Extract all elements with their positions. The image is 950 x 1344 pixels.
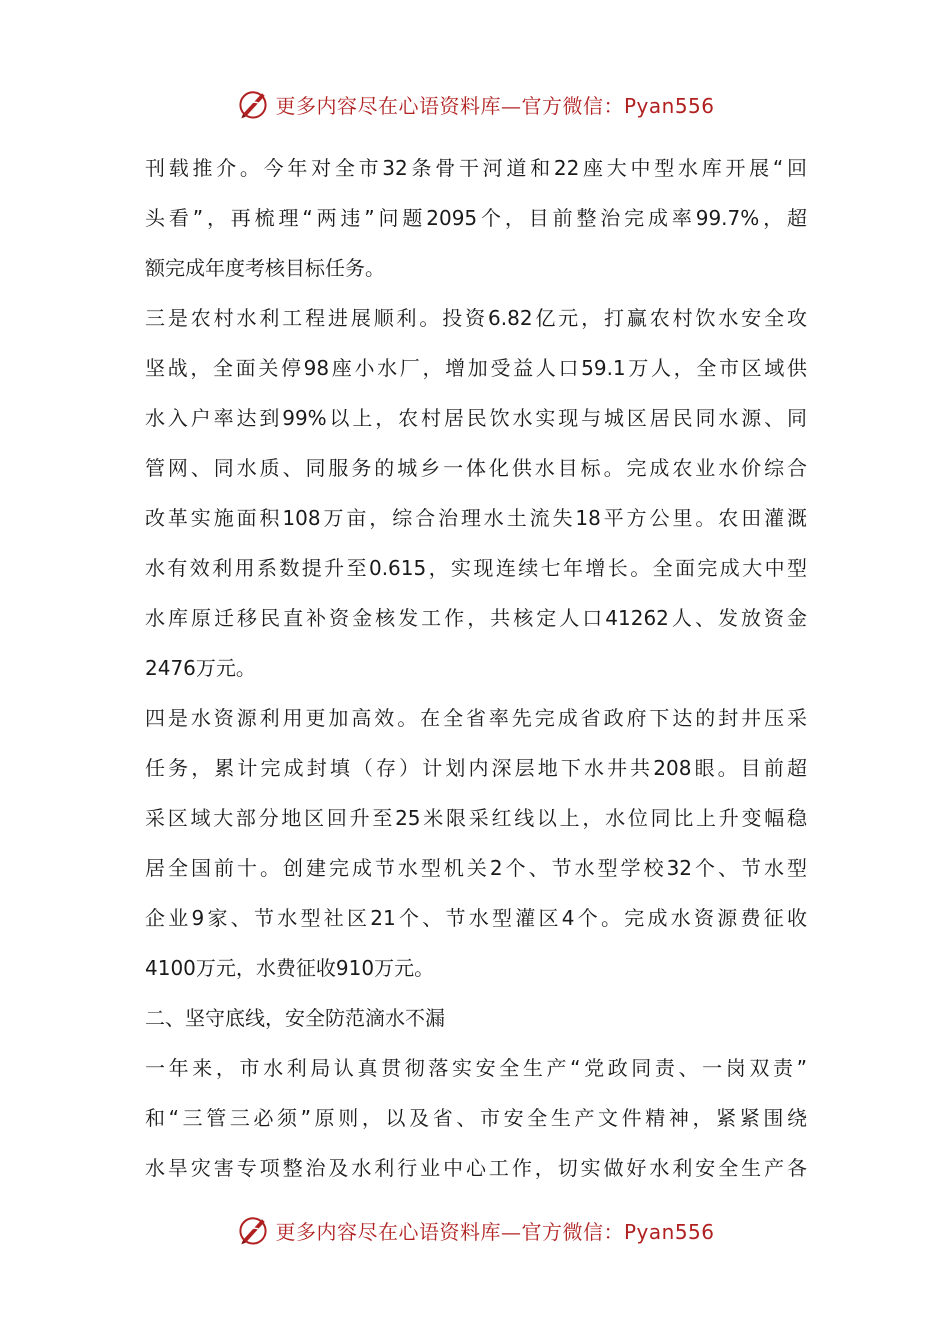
text-line: 二、坚守底线，安全防范滴水不漏 [145, 1006, 445, 1030]
text-line: 企业9家、节水型社区21个、节水型灌区4个。完成水资源费征收 [145, 906, 807, 930]
text-line: 坚战，全面关停98座小水厂，增加受益人口59.1万人，全市区域供 [145, 356, 807, 380]
text-line: 水旱灾害专项整治及水利行业中心工作，切实做好水利安全生产各 [145, 1156, 807, 1180]
watermark-text: 更多内容尽在心语资料库—官方微信：Pyan556 [275, 1219, 715, 1244]
watermark-text: 更多内容尽在心语资料库—官方微信：Pyan556 [275, 93, 715, 118]
pen-logo-icon [235, 1212, 271, 1248]
text-line: 水库原迁移民直补资金核发工作，共核定人口41262人、发放资金 [145, 606, 807, 630]
pen-logo-icon [235, 86, 271, 122]
text-line: 改革实施面积108万亩，综合治理水土流失18平方公里。农田灌溉 [145, 506, 807, 530]
text-line: 管网、同水质、同服务的城乡一体化供水目标。完成农业水价综合 [145, 456, 807, 480]
document-body [145, 143, 807, 1193]
text-line: 水有效利用系数提升至0.615，实现连续七年增长。全面完成大中型 [145, 556, 807, 580]
text-line: 四是水资源利用更加高效。在全省率先完成省政府下达的封井压采 [145, 706, 807, 730]
text-line: 水入户率达到99%以上，农村居民饮水实现与城区居民同水源、同 [145, 406, 807, 430]
text-line: 任务，累计完成封填（存）计划内深层地下水井共208眼。目前超 [145, 756, 807, 780]
text-line: 4100万元，水费征收910万元。 [145, 956, 435, 980]
text-line: 居全国前十。创建完成节水型机关2个、节水型学校32个、节水型 [145, 856, 807, 880]
text-line: 采区域大部分地区回升至25米限采红线以上，水位同比上升变幅稳 [145, 806, 807, 830]
text-line: 头看”，再梳理“两违”问题2095个，目前整治完成率99.7%，超 [145, 206, 807, 230]
text-line: 2476万元。 [145, 656, 256, 680]
text-line: 和“三管三必须”原则，以及省、市安全生产文件精神，紧紧围绕 [145, 1106, 807, 1130]
text-line: 三是农村水利工程进展顺利。投资6.82亿元，打赢农村饮水安全攻 [145, 306, 807, 330]
text-line: 一年来，市水利局认真贯彻落实安全生产“党政同责、一岗双责” [145, 1056, 807, 1080]
footer-watermark [0, 1208, 950, 1252]
header-watermark [0, 82, 950, 126]
text-line: 刊载推介。今年对全市32条骨干河道和22座大中型水库开展“回 [145, 156, 807, 180]
text-line: 额完成年度考核目标任务。 [145, 256, 385, 280]
